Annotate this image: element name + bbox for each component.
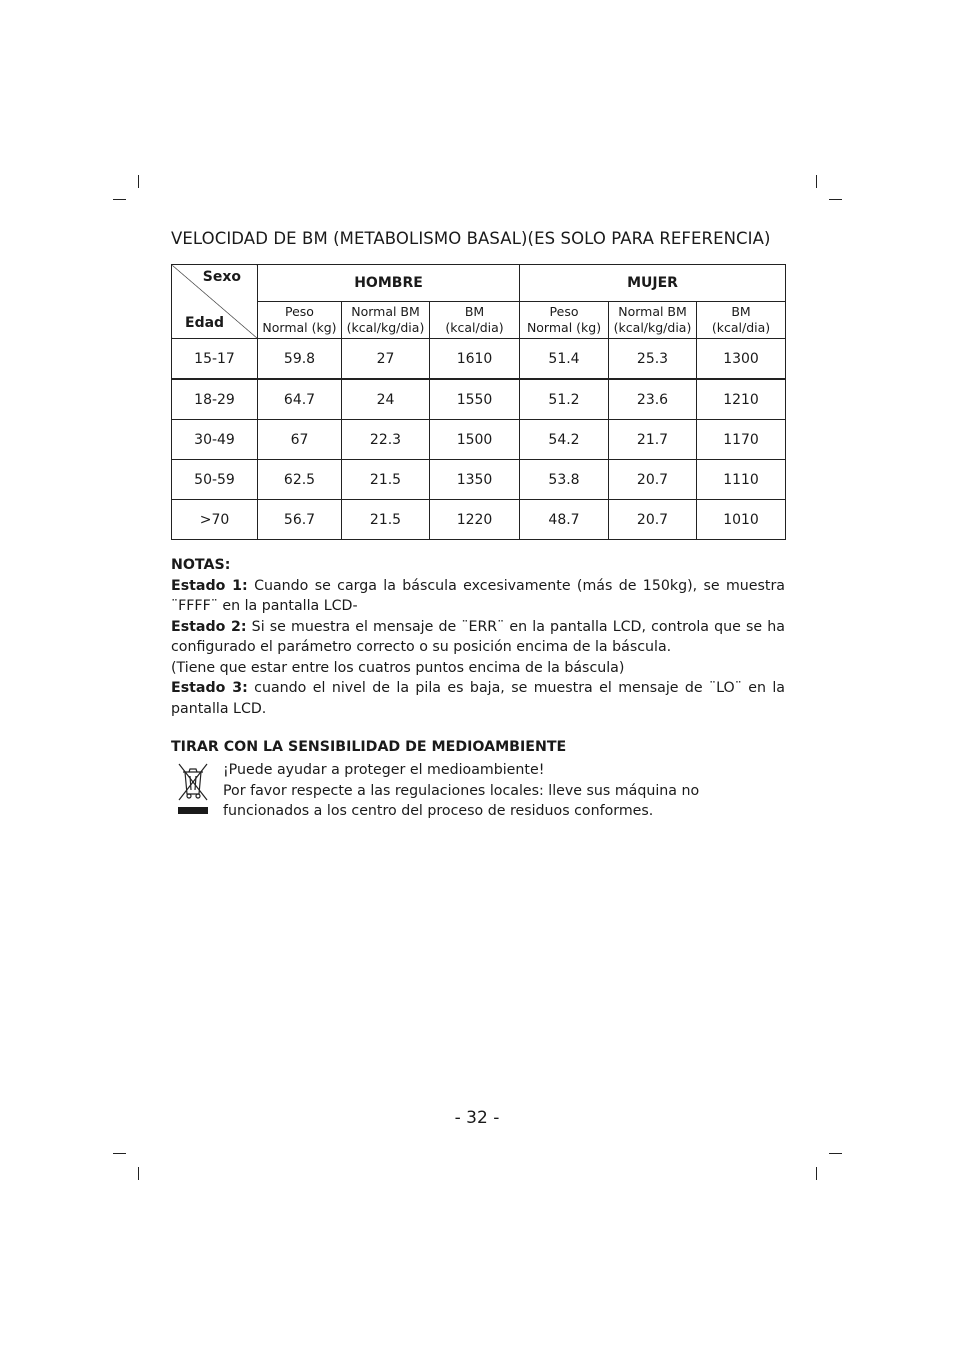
- page-number: - 32 -: [454, 1108, 500, 1128]
- note-text: Cuando se carga la báscula excesivamente (más de 150kg), se muestra ¨FFFF¨ en la pantalla LCD-: [171, 577, 785, 614]
- sub-header-line: (kcal/kg/dia): [346, 320, 425, 335]
- sub-header-line: Normal (kg): [526, 320, 602, 335]
- value-cell: 1550: [430, 379, 520, 420]
- notes-heading: NOTAS:: [171, 557, 231, 573]
- sub-header-line: Peso: [549, 304, 579, 319]
- table-row: [172, 500, 786, 540]
- value-cell: 1610: [430, 339, 520, 380]
- value-cell: 59.8: [258, 339, 342, 380]
- corner-sexo-label: Sexo: [202, 269, 241, 285]
- crop-mark-bottom-left-v: [138, 1167, 139, 1180]
- environment-line-2: Por favor respecte a las regulaciones locales: lleve sus máquina no funcionados a los centro del proceso de residuos conformes.: [223, 782, 700, 819]
- header-mujer: MUJER: [520, 265, 786, 302]
- environment-text: [223, 760, 785, 822]
- note-estado-3: [171, 678, 785, 719]
- sub-header-line: BM: [731, 304, 751, 319]
- value-cell: 64.7: [258, 379, 342, 420]
- crop-mark-bottom-left-h: [113, 1153, 126, 1154]
- crop-mark-bottom-right-v: [816, 1167, 817, 1180]
- crop-mark-top-left-v: [138, 175, 139, 188]
- note-text: Si se muestra el mensaje de ¨ERR¨ en la pantalla LCD, controla que se ha configurado el parámetro correcto o su posición encima de la báscula.: [171, 618, 785, 655]
- corner-edad-label: Edad: [185, 315, 225, 331]
- environment-heading: TIRAR CON LA SENSIBILIDAD DE MEDIOAMBIENTE: [171, 739, 567, 755]
- table-body: [172, 339, 786, 540]
- crop-mark-top-left-h: [113, 199, 126, 200]
- notes-section: [171, 555, 785, 719]
- table-row: [172, 460, 786, 500]
- value-cell: 1300: [697, 339, 786, 380]
- value-cell: 27: [342, 339, 430, 380]
- note-estado-2: [171, 617, 785, 658]
- note-text: cuando el nivel de la pila es baja, se muestra el mensaje de ¨LO¨ en la pantalla LCD.: [171, 680, 785, 717]
- value-cell: 1010: [697, 500, 786, 540]
- environment-line-1: ¡Puede ayudar a proteger el medioambiente!: [223, 762, 545, 778]
- header-hombre: HOMBRE: [258, 265, 520, 302]
- crop-mark-bottom-right-h: [829, 1153, 842, 1154]
- note-label: Estado 3:: [171, 680, 248, 696]
- note-estado-1: [171, 576, 785, 617]
- crop-mark-top-right-v: [816, 175, 817, 188]
- table-row: [172, 339, 786, 380]
- value-cell: 56.7: [258, 500, 342, 540]
- value-cell: 1350: [430, 460, 520, 500]
- bm-table: [171, 264, 786, 540]
- note-label: Estado 2:: [171, 618, 247, 635]
- sub-header-line: Normal BM: [351, 304, 420, 319]
- value-cell: 1500: [430, 420, 520, 460]
- sub-header-line: Peso: [285, 304, 314, 319]
- value-cell: 23.6: [609, 379, 697, 420]
- value-cell: 22.3: [342, 420, 430, 460]
- value-cell: 20.7: [609, 500, 697, 540]
- note-label: Estado 1:: [171, 577, 248, 594]
- table-corner-cell: [172, 265, 258, 339]
- value-cell: 51.2: [520, 379, 609, 420]
- sub-header-cell: [609, 302, 697, 339]
- sub-header-cell: [342, 302, 430, 339]
- value-cell: 1210: [697, 379, 786, 420]
- age-cell: 18-29: [172, 379, 258, 420]
- value-cell: 21.5: [342, 500, 430, 540]
- value-cell: 53.8: [520, 460, 609, 500]
- sub-header-line: (kcal/dia): [445, 320, 504, 335]
- value-cell: 51.4: [520, 339, 609, 380]
- value-cell: 21.7: [609, 420, 697, 460]
- age-cell: 50-59: [172, 460, 258, 500]
- sub-header-line: (kcal/kg/dia): [613, 320, 692, 335]
- crossed-out-wheelie-bin-icon: [176, 761, 210, 817]
- value-cell: 25.3: [609, 339, 697, 380]
- value-cell: 24: [342, 379, 430, 420]
- age-cell: 15-17: [172, 339, 258, 380]
- page-title: VELOCIDAD DE BM (METABOLISMO BASAL)(ES SOLO PARA REFERENCIA): [171, 229, 771, 248]
- note-estado-2-extra: [171, 658, 785, 679]
- sub-header-cell: [258, 302, 342, 339]
- sub-header-cell: [520, 302, 609, 339]
- value-cell: 20.7: [609, 460, 697, 500]
- value-cell: 1110: [697, 460, 786, 500]
- sub-header-line: Normal (kg): [262, 320, 337, 335]
- age-cell: 30-49: [172, 420, 258, 460]
- value-cell: 21.5: [342, 460, 430, 500]
- value-cell: 1170: [697, 420, 786, 460]
- sub-header-row: [172, 302, 786, 339]
- sub-header-cell: [697, 302, 786, 339]
- table-row: [172, 420, 786, 460]
- age-cell: >70: [172, 500, 258, 540]
- sub-header-line: Normal BM: [618, 304, 687, 319]
- value-cell: 48.7: [520, 500, 609, 540]
- value-cell: 1220: [430, 500, 520, 540]
- sub-header-line: (kcal/dia): [711, 320, 771, 335]
- crop-mark-top-right-h: [829, 199, 842, 200]
- table-row: [172, 379, 786, 420]
- value-cell: 67: [258, 420, 342, 460]
- note-text: (Tiene que estar entre los cuatros puntos encima de la báscula): [171, 659, 625, 676]
- value-cell: 54.2: [520, 420, 609, 460]
- value-cell: 62.5: [258, 460, 342, 500]
- sub-header-cell: [430, 302, 520, 339]
- sub-header-line: BM: [464, 304, 485, 319]
